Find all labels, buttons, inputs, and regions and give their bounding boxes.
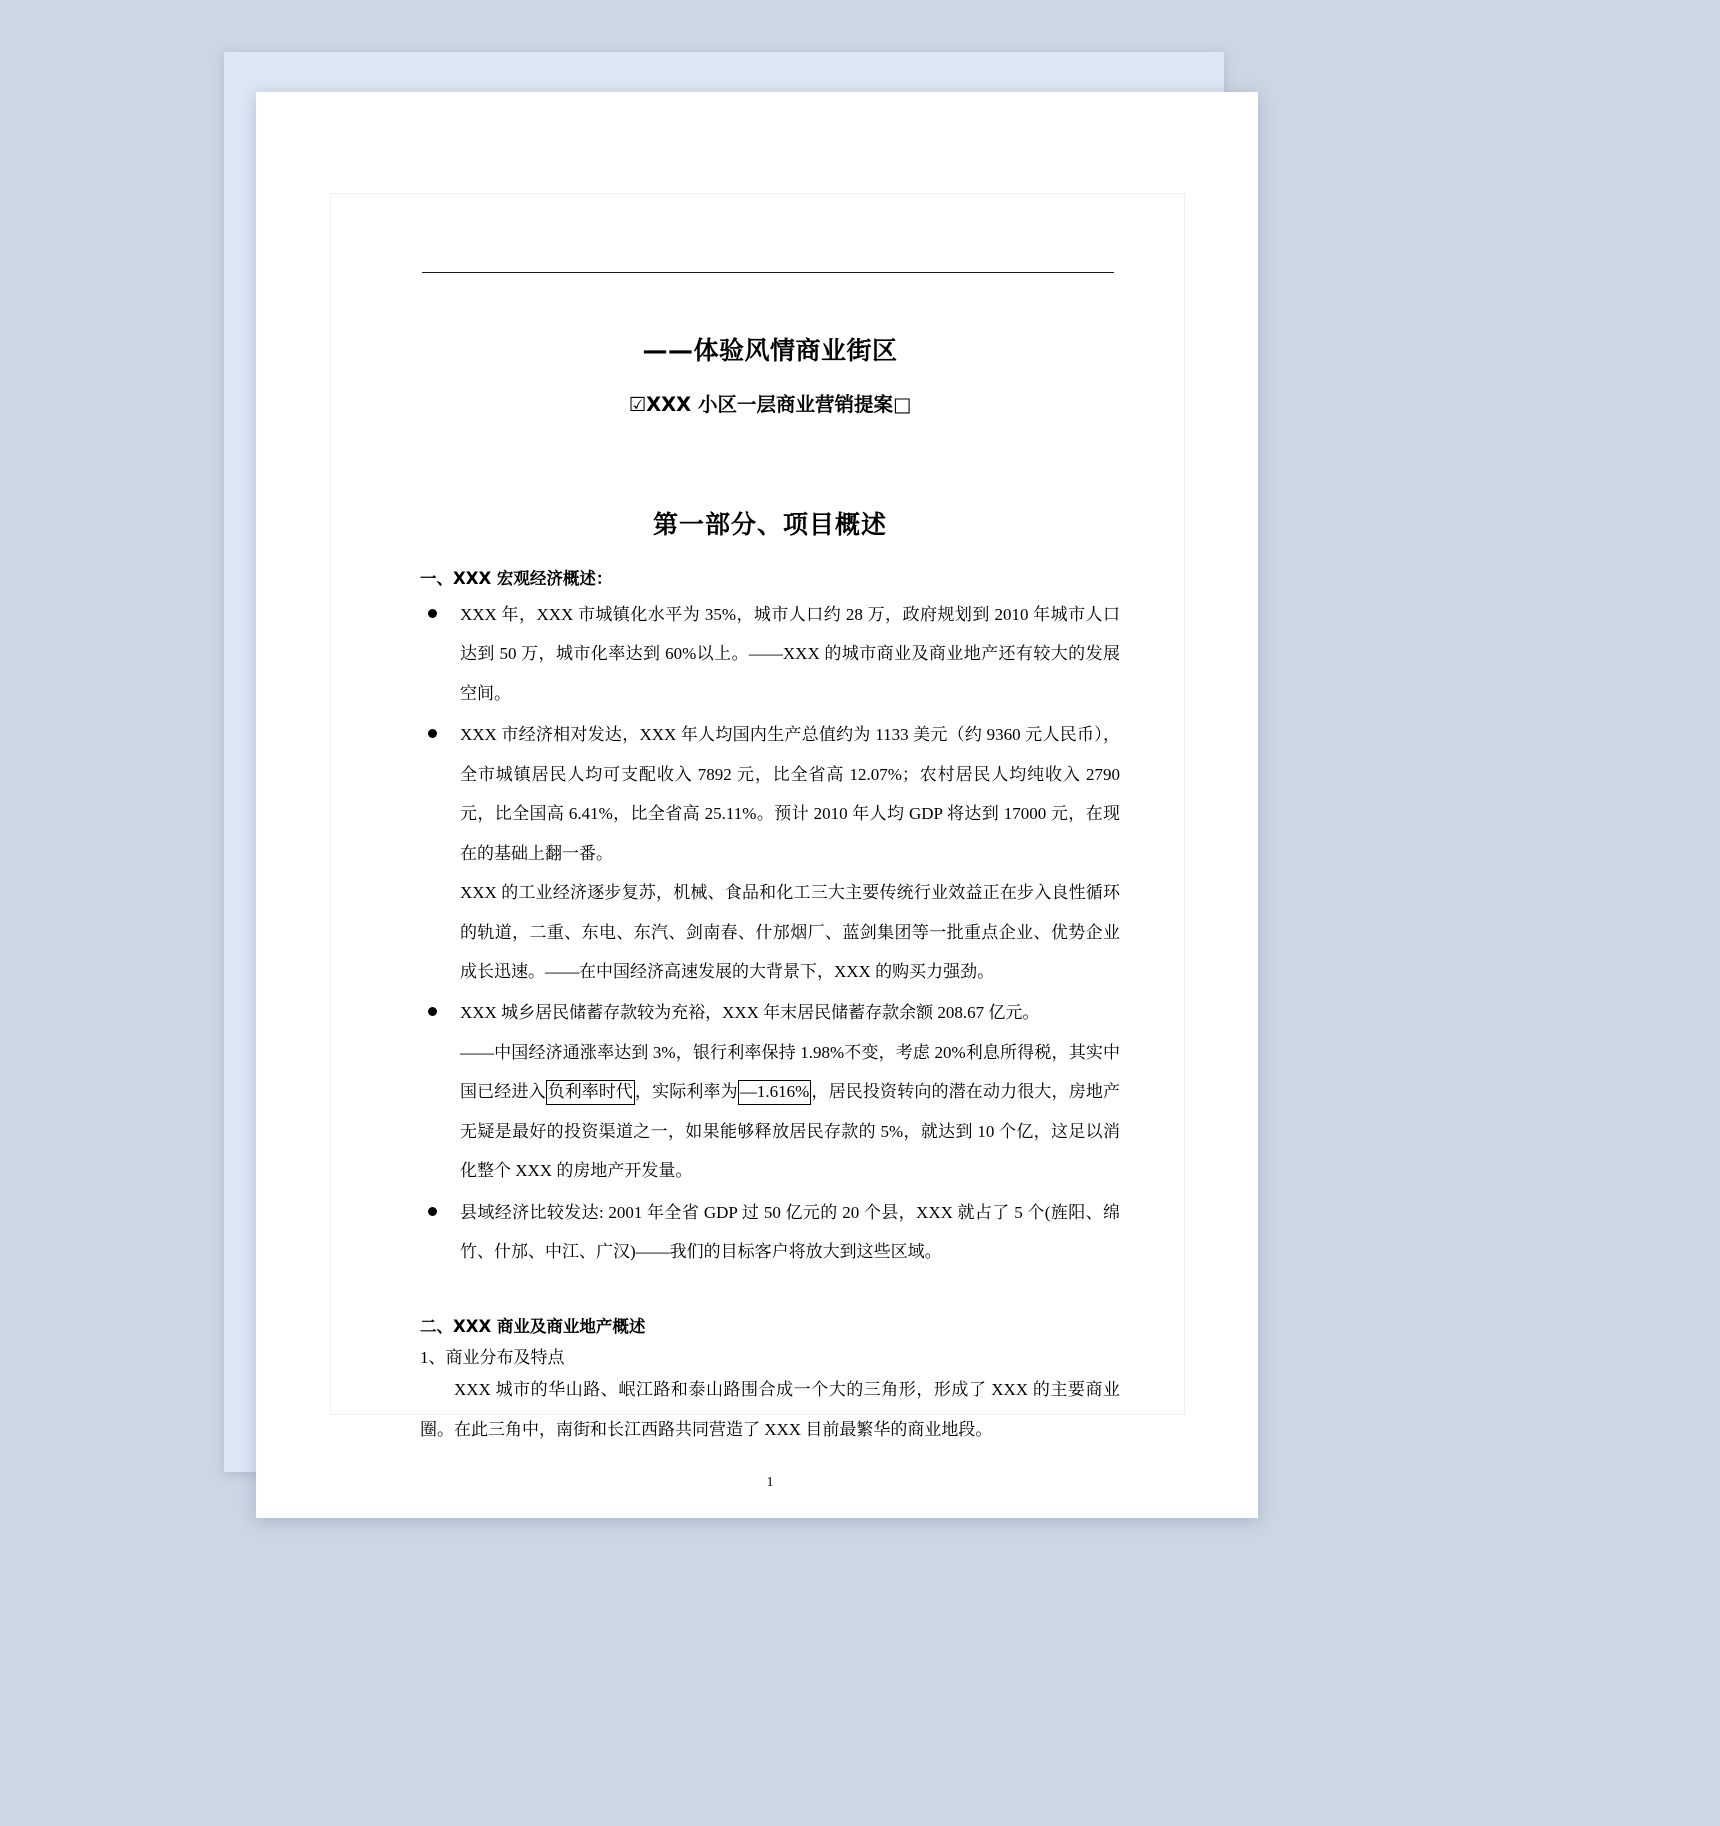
list-item <box>420 715 1120 873</box>
bullet-dot-icon <box>428 1007 437 1016</box>
page-number: 1 <box>766 1475 774 1491</box>
section-title: 第一部分、项目概述 <box>652 512 887 539</box>
list-item <box>420 1193 1120 1272</box>
list-item <box>420 993 1120 1032</box>
spacer <box>420 1271 1120 1289</box>
boxed-value-real-interest-rate: —1.616% <box>738 1080 811 1105</box>
bullet-text-savings: XXX 城乡居民储蓄存款较为充裕，XXX 年末居民储蓄存款余额 208.67 亿元。 <box>460 1003 1040 1023</box>
paragraph-block-industry <box>420 873 1120 991</box>
bullet-dot-icon <box>428 729 437 738</box>
paragraph-commerce-distribution: XXX 城市的华山路、岷江路和泰山路围合成一个大的三角形，形成了 XXX 的主要商业圈。在此三角中，南街和长江西路共同营造了 XXX 目前最繁华的商业地段。 <box>420 1380 1120 1439</box>
document-title-main: ——体验风情商业街区 <box>642 336 898 365</box>
boxed-term-negative-rate-era: 负利率时代 <box>546 1080 635 1105</box>
paragraph-block-savings-detail <box>420 1033 1120 1191</box>
bullet-text-county-economy: 县域经济比较发达: 2001 年全省 GDP 过 50 亿元的 20 个县，XXX 就占了 5 个(旌阳、绵竹、什邡、中江、广汉)——我们的目标客户将放大到这些区域。 <box>460 1202 1120 1261</box>
document-body <box>420 250 1120 1491</box>
bullet-text-gdp: XXX 市经济相对发达，XXX 年人均国内生产总值约为 1133 美元（约 9360 元人民币），全市城镇居民人均可支配收入 7892 元，比全省高 12.07%；农村居民人均纯收入 2790 元，比全国高 6.41%，比全省高 25.11%。预计 2010 年人均 GDP 将达到 17000 元，在现在的基础上翻一番。 <box>460 725 1120 863</box>
heading-commerce-overview: 二、XXX 商业及商业地产概述 <box>420 1317 646 1337</box>
bullet-text-urbanization: XXX 年，XXX 市城镇化水平为 35%，城市人口约 28 万，政府规划到 2010 年城市人口达到 50 万，城市化率达到 60%以上。——XXX 的城市商业及商业地产还有较大的发展空间。 <box>460 605 1120 703</box>
bullet-dot-icon <box>428 1207 437 1216</box>
document-title-sub: ☑XXX 小区一层商业营销提案□ <box>628 393 912 416</box>
heading-macro-economy: 一、XXX 宏观经济概述： <box>420 569 613 588</box>
paragraph-savings-detail <box>460 1033 1120 1191</box>
paragraph-industry: XXX 的工业经济逐步复苏，机械、食品和化工三大主要传统行业效益正在步入良性循环的轨道，二重、东电、东汽、剑南春、什邡烟厂、蓝剑集团等一批重点企业、优势企业成长迅速。——在中国经济高速发展的大背景下，XXX 的购买力强劲。 <box>460 883 1120 981</box>
heading-commerce-distribution: 1、商业分布及特点 <box>420 1348 565 1368</box>
list-item <box>420 595 1120 713</box>
header-rule <box>422 272 1114 273</box>
savings-detail-part2: ，实际利率为 <box>634 1082 738 1102</box>
savings-detail-part1: ——中国经济通涨率达到 3%，银行利率保持 1.98%不变，考虑 20%利息所得税，其实中国已经进入 <box>460 1042 1120 1102</box>
savings-detail-part3: ，居民投资转向的潜在动力很大，房地产无疑是最好的投资渠道之一，如果能够释放居民存款的 5%，就达到 10 个亿，这足以消化整个 XXX 的房地产开发量。 <box>460 1082 1121 1181</box>
bullet-dot-icon <box>428 609 437 618</box>
